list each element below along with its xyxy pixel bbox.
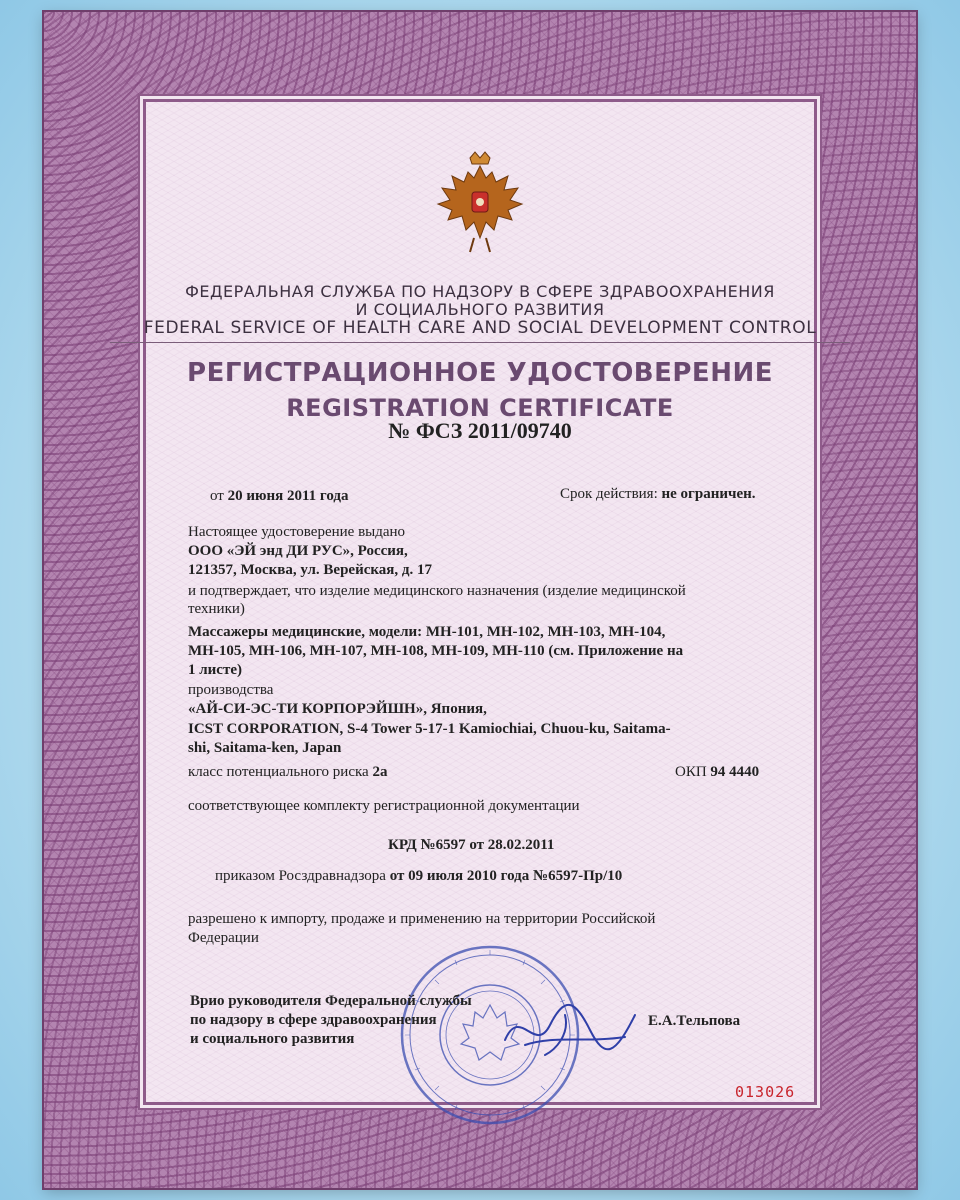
- confirms-text-line2: техники): [188, 601, 245, 617]
- confirms-text-line1: и подтверждает, что изделие медицинского назначения (изделие медицинской: [188, 583, 686, 599]
- signatory-name: Е.А.Тельпова: [648, 1013, 741, 1029]
- certificate-number: № ФСЗ 2011/09740: [388, 418, 572, 443]
- agency-name-ru-line1: ФЕДЕРАЛЬНАЯ СЛУЖБА ПО НАДЗОРУ В СФЕРЕ ЗДРАВООХРАНЕНИЯ: [185, 282, 775, 301]
- order-reference: приказом Росздравнадзора от 09 июля 2010 года №6597-Пр/10: [215, 868, 623, 884]
- product-line3: 1 листе): [188, 662, 242, 678]
- permit-text-line2: Федерации: [188, 930, 259, 946]
- issued-to-label: Настоящее удостоверение выдано: [188, 524, 406, 540]
- certificate-title-en: REGISTRATION CERTIFICATE: [286, 394, 674, 422]
- agency-name-ru-line2: И СОЦИАЛЬНОГО РАЗВИТИЯ: [355, 300, 605, 319]
- signature-scribble: [495, 995, 645, 1065]
- issue-date: от 20 июня 2011 года: [210, 488, 349, 504]
- permit-text-line1: разрешено к импорту, продаже и применению на территории Российской: [188, 911, 656, 927]
- product-line1: Массажеры медицинские, модели: МН-101, МН-102, МН-103, МН-104,: [188, 624, 666, 640]
- risk-class: класс потенциального риска 2а: [188, 764, 388, 780]
- coat-of-arms-icon: [430, 148, 530, 258]
- signatory-position-line1: Врио руководителя Федеральной службы: [190, 993, 472, 1009]
- manufacturer-address-line2: shi, Saitama-ken, Japan: [188, 740, 342, 756]
- product-line2: МН-105, МН-106, МН-107, МН-108, МН-109, МН-110 (см. Приложение на: [188, 643, 684, 659]
- signatory-position-line2: по надзору в сфере здравоохранения: [190, 1012, 437, 1028]
- manufacturer-address-line1: ICST CORPORATION, S-4 Tower 5-17-1 Kamiochiai, Chuou-ku, Saitama-: [188, 721, 671, 737]
- okp-code: ОКП 94 4440: [675, 764, 760, 780]
- certificate-title-ru: РЕГИСТРАЦИОННОЕ УДОСТОВЕРЕНИЕ: [187, 358, 773, 388]
- holder-name: ООО «ЭЙ энд ДИ РУС», Россия,: [188, 543, 408, 559]
- agency-name-en: FEDERAL SERVICE OF HEALTH CARE AND SOCIAL DEVELOPMENT CONTROL: [110, 318, 850, 343]
- validity-period: Срок действия: не ограничен.: [560, 486, 756, 502]
- signatory-position-line3: и социального развития: [190, 1031, 355, 1047]
- manufacturer-label: производства: [188, 682, 274, 698]
- manufacturer-name-ru: «АЙ-СИ-ЭС-ТИ КОРПОРЭЙШН», Япония,: [188, 701, 487, 717]
- krd-reference: КРД №6597 от 28.02.2011: [388, 837, 555, 853]
- serial-number: 013026: [735, 1083, 796, 1101]
- holder-address: 121357, Москва, ул. Верейская, д. 17: [188, 562, 432, 578]
- compliance-text: соответствующее комплекту регистрационной документации: [188, 798, 580, 814]
